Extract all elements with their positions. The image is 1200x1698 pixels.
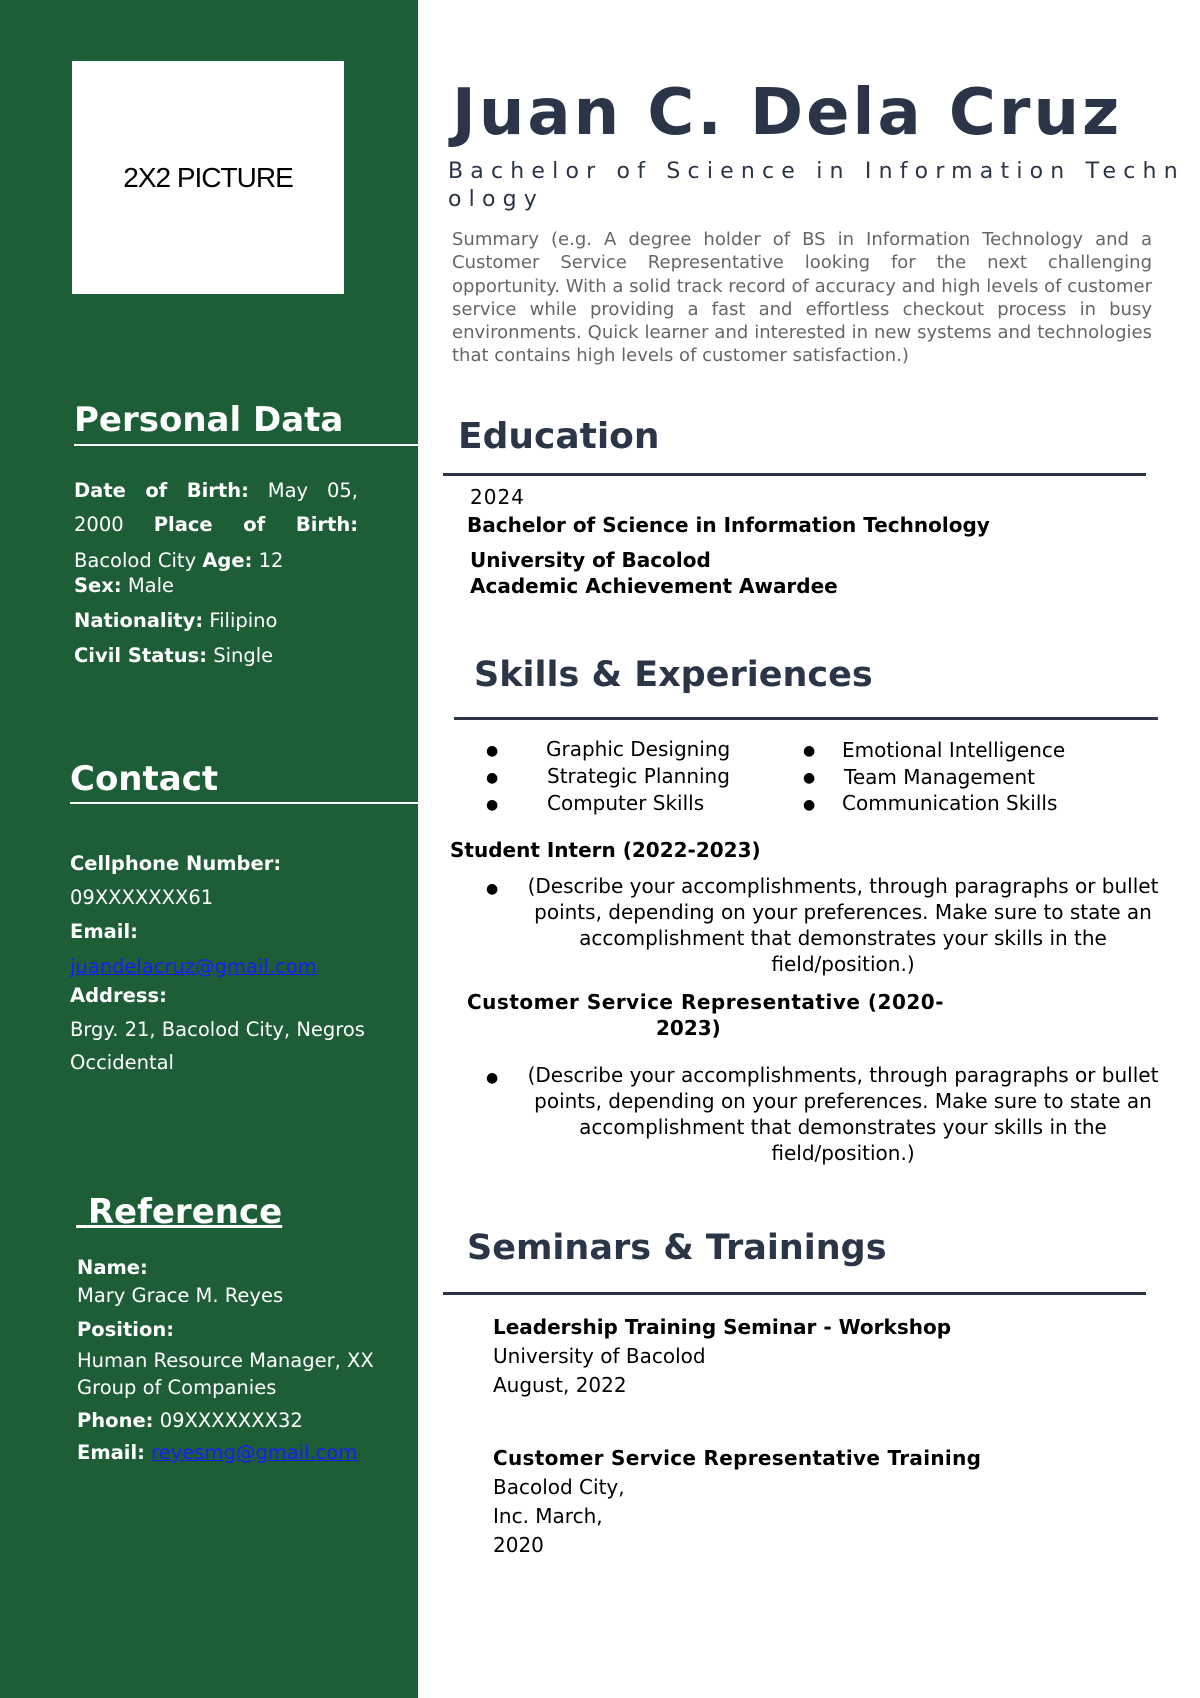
ref-name-label [77,1256,148,1279]
address-line-1: Brgy. 21, Bacolod City, Negros [70,1018,365,1041]
ref-email-line [77,1441,357,1464]
civil-status-value: Single [213,644,274,667]
address-line-2: Occidental [70,1051,174,1074]
email-link[interactable]: juandelacruz@gmail.com [70,955,317,978]
ref-name-value: Mary Grace M. Reyes [77,1284,284,1307]
seminar-2-line-2: Inc. March, [493,1504,603,1528]
personal-data-rule [74,444,418,446]
education-degree: Bachelor of Science in Information Technology [467,513,990,537]
civil-status-label: Civil Status: [74,644,207,667]
personal-data-heading: Personal Data [74,400,344,440]
nationality-value: Filipino [209,609,278,632]
ref-email-label: Email: [77,1441,145,1464]
bullet-icon: ● [486,770,499,786]
ref-phone-label: Phone: [77,1409,154,1432]
phone-value: 09XXXXXXX61 [70,886,214,909]
summary: Summary (e.g. A degree holder of BS in Information Technology and a Customer Service Representative looking for the next challenging opportunity. With a solid track record of accuracy and high levels of customer service while providing a fast and effortless checkout process in busy environments. Quick learner and interested in new systems and technologies that contains high levels of customer satisfaction.) [452,229,1152,367]
birth-info [74,474,358,542]
education-school: University of Bacolod [470,548,711,572]
age-value: 12 [258,549,284,572]
skill-left-1: Graphic Designing [546,737,731,761]
bullet-icon: ● [803,797,816,813]
education-rule [443,473,1146,476]
dob-label: Date of Birth: [74,479,249,502]
degree-subtitle: Bachelor of Science in Information Technology [448,159,1185,212]
seminar-2-line-1: Bacolod City, [493,1475,625,1499]
bullet-icon: ● [486,797,499,813]
reference-heading [76,1192,282,1232]
pob-age-line [74,549,283,572]
civil-status-line [74,644,273,667]
ref-position-label-text: Position: [77,1318,175,1341]
email-value[interactable] [70,955,317,978]
seminars-rule [443,1292,1146,1295]
sex-value: Male [127,574,175,597]
sex-line [74,574,174,597]
skills-rule [454,717,1158,720]
nationality-line [74,609,277,632]
address-label [70,984,167,1007]
pob-label: Place of Birth: [153,513,359,536]
ref-email-link[interactable]: reyesmg@gmail.com [151,1441,358,1464]
phone-label [70,852,281,875]
ref-position-label [77,1318,174,1341]
email-label [70,920,138,943]
skill-right-1: Emotional Intelligence [842,738,1066,762]
seminar-2-title: Customer Service Representative Training [493,1446,982,1470]
phone-label-text: Cellphone Number: [70,852,282,875]
ref-position-line-1: Human Resource Manager, XX [77,1349,374,1372]
seminar-1-location: University of Bacolod [493,1344,706,1368]
bullet-icon: ● [486,1070,499,1086]
ref-name-label-text: Name: [77,1256,148,1279]
seminar-1-title: Leadership Training Seminar - Workshop [493,1315,952,1339]
bullet-icon: ● [803,743,816,759]
age-label: Age: [202,549,253,572]
bullet-icon: ● [803,770,816,786]
experience-2-title-line-2: 2023) [656,1016,721,1040]
photo-placeholder [72,61,344,294]
education-year: 2024 [470,485,525,509]
address-label-text: Address: [70,984,167,1007]
full-name: Juan C. Dela Cruz [452,76,1123,150]
ref-position-line-2: Group of Companies [77,1376,277,1399]
skill-right-2: Team Management [844,765,1035,789]
ref-phone-line [77,1409,303,1432]
nationality-label: Nationality: [74,609,204,632]
seminar-1-date: August, 2022 [493,1373,627,1397]
contact-rule [70,802,418,804]
skills-heading: Skills & Experiences [474,655,873,695]
ref-phone-value: 09XXXXXXX32 [159,1409,303,1432]
education-award: Academic Achievement Awardee [470,574,838,598]
experience-1-description: (Describe your accomplishments, through paragraphs or bullet points, depending on your preferences. Make sure to state an accomplishment that demonstrates your skills in the field/position.) [527,874,1159,976]
contact-heading: Contact [70,759,219,799]
education-heading: Education [458,416,660,457]
email-label-text: Email: [70,920,138,943]
dob-value: May 05, 2000 [74,479,358,536]
bullet-icon: ● [486,881,499,897]
experience-2-title-line-1: Customer Service Representative (2020- [467,990,945,1014]
experience-1-title: Student Intern (2022-2023) [450,838,761,862]
photo-label: 2X2 PICTURE [123,161,293,193]
skill-left-2: Strategic Planning [547,764,730,788]
seminars-heading: Seminars & Trainings [467,1228,887,1268]
seminar-2-line-3: 2020 [493,1533,544,1557]
experience-2-description: (Describe your accomplishments, through paragraphs or bullet points, depending on your preferences. Make sure to state an accomplishment that demonstrates your skills in the field/position.) [527,1063,1159,1165]
skill-right-3: Communication Skills [842,791,1058,815]
skill-left-3: Computer Skills [547,791,705,815]
sex-label: Sex: [74,574,122,597]
bullet-icon: ● [486,743,499,759]
pob-value: Bacolod City [74,549,197,572]
reference-heading-text: Reference [87,1192,283,1232]
